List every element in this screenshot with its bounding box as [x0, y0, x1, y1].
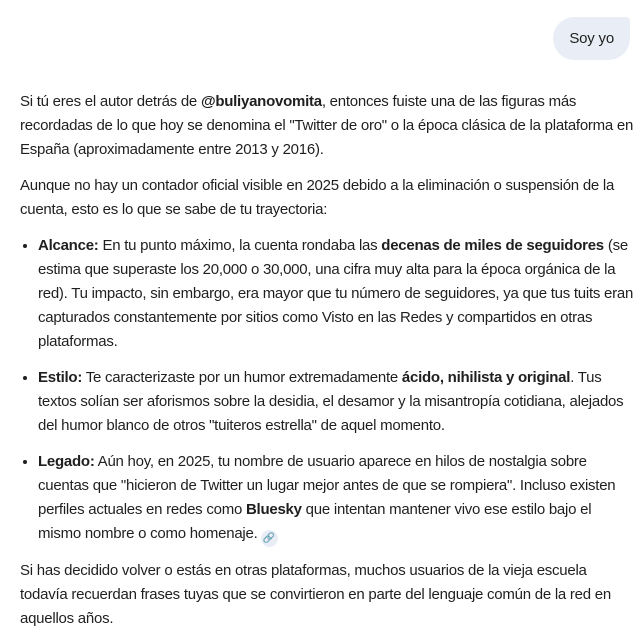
link-icon[interactable]: 🔗 — [261, 530, 278, 547]
list-item-estilo — [38, 366, 634, 438]
bold-text: ácido, nihilista y original — [401, 369, 571, 386]
item-label: Estilo: — [38, 369, 83, 386]
text: . Tus textos solían ser aforismos sobre la desidia, el desamor y la misantropía cotidiana, alejados del humor blanco de otros "tuiteros estrella" de aquel momento. — [38, 369, 624, 434]
response-paragraph-context: Aunque no hay un contador oficial visible en 2025 debido a la eliminación o suspensión de la cuenta, esto es lo que se sabe de tu trayectoria: — [20, 177, 615, 218]
response-paragraph-intro — [20, 90, 634, 162]
facts-list — [20, 234, 634, 547]
item-label: Legado: — [38, 453, 95, 470]
item-label: Alcance: — [38, 237, 99, 254]
text: (se estima que superaste los 20,000 o 30,000, una cifra muy alta para la época orgánica de la red). Tu impacto, sin embargo, era mayor que tu número de seguidores, ya que tus tuits eran capturados constantemente por sitios como Visto en las Redes y compartidos en otras plataformas. — [38, 237, 634, 350]
list-item-legado — [38, 450, 634, 547]
text: , entonces fuiste una de las figuras más recordadas de lo que hoy se denomina el "Twitter de oro" o la época clásica de la plataforma en España (aproximadamente entre 2013 y 2016). — [20, 93, 634, 158]
username-bold: @buliyanovomita — [200, 93, 322, 110]
list-item-alcance — [38, 234, 634, 354]
text: Aún hoy, en 2025, tu nombre de usuario aparece en hilos de nostalgia sobre cuentas que "hicieron de Twitter un lugar mejor antes de que se rompiera". Incluso existen perfiles actuales en redes como — [38, 453, 616, 518]
response-paragraph-closing: Si has decidido volver o estás en otras plataformas, muchos usuarios de la vieja escuela todavía recuerdan frases tuyas que se convirtieron en parte del lenguaje común de la red en aquellos años. — [20, 562, 611, 627]
user-message-bubble: Soy yo — [553, 17, 630, 60]
text: Si tú eres el autor detrás de — [20, 93, 201, 110]
bold-text: decenas de miles de seguidores — [381, 237, 604, 254]
assistant-response — [20, 90, 634, 643]
text: Te caracterizaste por un humor extremadamente — [82, 369, 402, 386]
bold-text: Bluesky — [245, 501, 302, 518]
text: que intentan mantener vivo ese estilo bajo el mismo nombre o como homenaje. — [38, 501, 592, 542]
text: En tu punto máximo, la cuenta rondaba las — [98, 237, 382, 254]
